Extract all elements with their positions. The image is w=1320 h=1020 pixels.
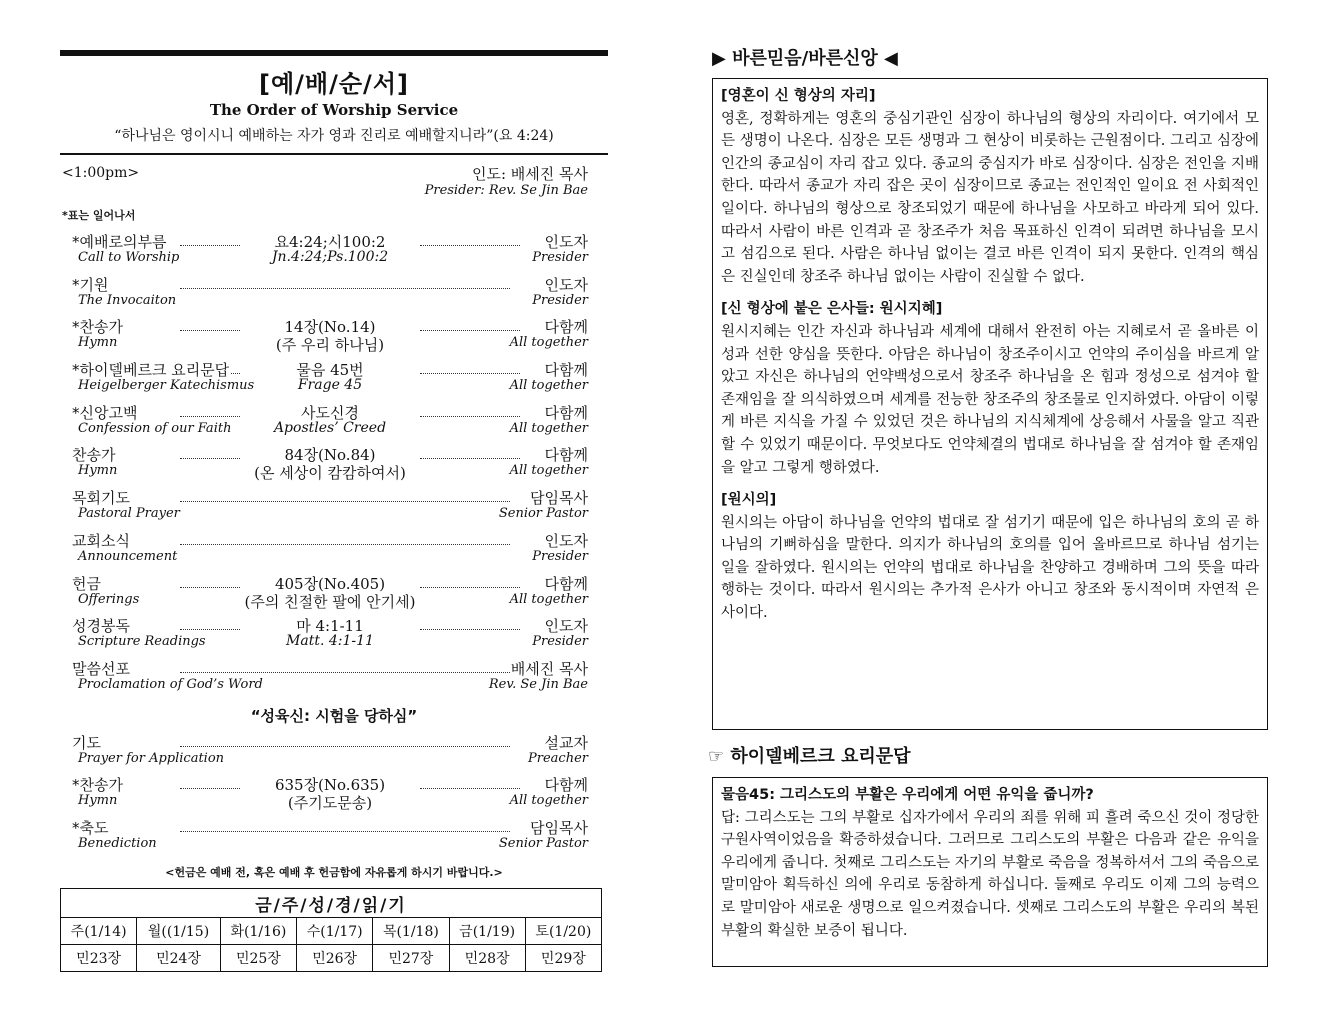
catechism-box <box>712 777 1268 967</box>
item-leader-ko: 인도자 <box>544 233 588 251</box>
item-title-ko: 말씀선포 <box>72 659 130 678</box>
catechism-header: ☞ 하이델베르크 요리문답 <box>708 746 911 767</box>
reading-days-row <box>61 918 602 945</box>
presider-ko: 인도: 배세진 목사 <box>471 165 588 183</box>
offering-note: <헌금은 예배 전, 혹은 예배 후 헌금함에 자유롭게 하시기 바랍니다.> <box>165 865 503 879</box>
worship-item <box>60 615 608 658</box>
item-title-en: Scripture Readings <box>78 634 206 650</box>
worship-item <box>60 774 608 817</box>
leader-dots <box>180 416 240 417</box>
time-row <box>60 163 608 203</box>
item-title-ko: 교회소식 <box>72 531 130 550</box>
spacer <box>721 288 1259 298</box>
service-time: <1:00pm> <box>62 165 140 181</box>
leader-dots <box>180 330 240 331</box>
item-leader-en: Senior Pastor <box>498 835 588 851</box>
item-title-ko: *하이델베르크 요리문답 <box>72 361 230 380</box>
sermon-title: “성육신: 시험을 당하심” <box>250 706 418 725</box>
worship-item <box>60 817 608 860</box>
item-leader-ko: 배세진 목사 <box>510 659 588 678</box>
worship-item <box>60 444 608 487</box>
item-leader-en: All together <box>509 591 588 607</box>
item-title-ko: 찬송가 <box>72 446 116 465</box>
item-leader-en: All together <box>509 420 588 436</box>
worship-item <box>60 316 608 359</box>
item-detail-sub: (주 우리 하나님) <box>275 336 385 355</box>
order-title-ko: [예/배/순/서] <box>259 70 409 98</box>
reading-day: 금(1/19) <box>449 918 525 945</box>
leader-dots <box>180 831 510 832</box>
item-title-ko: *축도 <box>72 818 109 837</box>
leader-dots <box>420 788 520 789</box>
reading-chapter: 민25장 <box>220 945 296 972</box>
item-title-ko: *찬송가 <box>72 776 123 795</box>
item-leader-en: Preacher <box>528 750 588 766</box>
item-detail: 84장(No.84) <box>284 446 376 465</box>
leader-dots <box>420 373 520 374</box>
item-leader-ko: 다함께 <box>544 403 588 422</box>
item-detail: 마 4:1-11 <box>296 617 364 636</box>
worship-item <box>60 402 608 445</box>
item-leader-en: Presider <box>532 634 588 650</box>
top-rule <box>60 50 608 56</box>
item-title-en: Offerings <box>78 591 140 607</box>
leader-dots <box>180 501 510 502</box>
item-detail: 14장(No.14) <box>284 318 376 337</box>
divider <box>60 153 608 155</box>
faith-section-title: [원시의] <box>721 492 777 509</box>
item-detail-sub: Apostles’ Creed <box>273 419 387 436</box>
leader-dots <box>180 544 510 545</box>
faith-header: ▶ 바른믿음/바른신앙 ◀ <box>712 48 898 69</box>
item-title-en: Pastoral Prayer <box>78 506 180 522</box>
leader-dots <box>420 330 520 331</box>
worship-item <box>60 530 608 573</box>
item-detail: 사도신경 <box>301 403 359 422</box>
item-title-en: The Invocaiton <box>78 292 177 308</box>
worship-item <box>60 359 608 402</box>
leader-dots <box>180 746 510 747</box>
worship-item <box>60 231 608 274</box>
presider-en: Presider: Rev. Se Jin Bae <box>424 183 588 198</box>
item-leader-ko: 인도자 <box>544 275 588 294</box>
leader-dots <box>420 245 520 246</box>
faith-box <box>712 78 1268 730</box>
reading-day: 수(1/17) <box>297 918 373 945</box>
order-of-worship <box>60 50 608 880</box>
weekly-reading-table <box>60 888 602 972</box>
item-leader-ko: 설교자 <box>544 733 588 752</box>
reading-chapter: 민23장 <box>61 945 137 972</box>
faith-section-title: [영혼이 신 형상의 자리] <box>721 88 876 104</box>
reading-chapters-row <box>61 945 602 972</box>
spacer <box>721 479 1259 489</box>
faith-section-body: 영혼, 정확하게는 영혼의 중심기관인 심장이 하나님의 형상의 자리이다. 여기에서 모든 생명이 나온다. 심장은 모든 생명과 그 현상이 비롯하는 근원점이다. 그리고 심장에 인간의 종교심이 자리 잡고 있다. 종교의 중심지가 바로 심장이다. 심장은 전인을 지배한다. 따라서 종교가 자리 잡은 곳이 심장이므로 종교는 전인적인 일이요 전 사회적인 일이다. 하나님의 형상으로 창조되었기 때문에 하나님을 사모하고 바라게 되어 있다. 따라서 사람이 바른 인격과 곧 창조주가 처음 목표하신 인격이 되려면 하나님을 모시고 섬김으로 된다. 사람은 하나님 없이는 결코 바른 인격이 되지 못한다. 인격의 핵심은 진실인데 창조주 하나님 없이는 사람이 진실할 수 없다. <box>721 110 1259 285</box>
item-title-en: Hymn <box>78 463 118 479</box>
worship-item <box>60 732 608 775</box>
leader-dots <box>180 458 240 459</box>
worship-item <box>60 658 608 701</box>
item-title-ko: 목회기도 <box>72 489 130 508</box>
item-detail: 요4:24;시100:2 <box>274 233 386 251</box>
item-title-ko: *찬송가 <box>72 318 123 337</box>
worship-item <box>60 573 608 616</box>
item-title-ko: *기원 <box>72 275 109 294</box>
item-leader-ko: 다함께 <box>544 361 588 380</box>
item-leader-ko: 다함께 <box>544 776 588 795</box>
item-leader-ko: 다함께 <box>544 574 588 593</box>
item-title-en: Proclamation of God’s Word <box>78 676 263 692</box>
item-title-en: Benediction <box>78 835 157 851</box>
item-title-en: Heigelberger Katechismus <box>78 378 255 394</box>
reading-chapter: 민29장 <box>525 945 601 972</box>
item-detail-sub: Matt. 4:1-11 <box>286 633 374 650</box>
faith-section-body: 원시지혜는 인간 자신과 하나님과 세계에 대해서 완전히 아는 지혜로서 곧 올바른 이성과 선한 양심을 뜻한다. 아담은 하나님이 창조주이시고 언약의 주이심을 바르게 알았고 자신은 하나님의 언약백성으로서 창조주 하나님을 온 힘과 정성으로 섬겨야 할 존재임을 잘 의식하였으며 세계를 전능한 창조주의 창조물로 인지하였다. 아담이 이렇게 바른 지식을 가질 수 있었던 것은 하나님의 지식체계에 상응해서 사물을 알고 직관할 수 있었기 때문이다. 무엇보다도 언약체결의 법대로 하나님을 잘 섬겨야 할 존재임을 알고 그렇게 행하였다. <box>721 323 1259 476</box>
item-title-en: Prayer for Application <box>78 750 225 766</box>
faith-section-title: [신 형상에 붙은 은사들: 원시지혜] <box>721 301 943 318</box>
item-leader-en: Presider <box>532 250 588 265</box>
item-leader-en: All together <box>509 378 588 394</box>
item-title-ko: 기도 <box>72 733 101 752</box>
reading-day: 화(1/16) <box>220 918 296 945</box>
catechism-answer: 답: 그리스도는 그의 부활로 십자가에서 우리의 죄를 위해 피 흘려 죽으신 것이 정당한 구원사역이었음을 확증하셨습니다. 그러므로 그리스도의 부활은 다음과 같은 유익을 우리에게 줍니다. 첫째로 그리스도는 자기의 부활로 죽음을 정복하셔서 그의 죽음으로 말미암아 획득하신 의에 우리로 동참하게 하십니다. 둘째로 우리도 이제 그의 능력으로 말미암아 새로운 생명으로 일으켜졌습니다. 셋째로 그리스도의 부활은 우리의 복된 부활의 확실한 보증이 됩니다. <box>721 809 1259 939</box>
item-leader-ko: 다함께 <box>544 318 588 337</box>
item-detail: 405장(No.405) <box>274 574 386 593</box>
item-detail-sub: Frage 45 <box>297 377 363 394</box>
standing-note: *표는 일어나서 <box>62 209 136 222</box>
item-leader-en: All together <box>509 793 588 809</box>
item-leader-en: All together <box>509 463 588 479</box>
item-title-ko: 성경봉독 <box>72 617 130 636</box>
item-detail-sub: (주의 친절한 팔에 안기세) <box>244 592 416 611</box>
item-leader-ko: 담임목사 <box>530 489 588 508</box>
item-title-ko: *신앙고백 <box>72 403 138 422</box>
item-leader-en: Rev. Se Jin Bae <box>488 676 588 692</box>
catechism-question: 물음45: 그리스도의 부활은 우리에게 어떤 유익을 줍니까? <box>721 787 1094 803</box>
theme-verse: “하나님은 영이시니 예배하는 자가 영과 진리로 예배할지니라”(요 4:24) <box>114 128 554 144</box>
order-title-en: The Order of Worship Service <box>209 101 459 119</box>
item-leader-ko: 인도자 <box>544 617 588 636</box>
reading-chapter: 민28장 <box>449 945 525 972</box>
leader-dots <box>180 587 240 588</box>
leader-dots <box>420 458 520 459</box>
item-detail: 물음 45번 <box>296 361 364 380</box>
item-title-en: Announcement <box>78 548 178 564</box>
worship-items-after-sermon <box>60 732 608 860</box>
leader-dots <box>180 629 240 630</box>
item-leader-ko: 인도자 <box>544 531 588 550</box>
item-title-ko: 헌금 <box>72 574 101 593</box>
item-detail-sub: (주기도문송) <box>287 794 373 813</box>
leader-dots <box>180 672 510 673</box>
item-title-en: Hymn <box>78 793 118 809</box>
item-title-en: Hymn <box>78 335 118 351</box>
worship-item <box>60 487 608 530</box>
reading-title: 금/주/성/경/읽/기 <box>61 889 602 918</box>
item-leader-ko: 다함께 <box>544 446 588 465</box>
item-leader-en: Presider <box>532 548 588 564</box>
reading-day: 토(1/20) <box>525 918 601 945</box>
reading-day: 주(1/14) <box>61 918 137 945</box>
item-title-ko: *예배로의부름 <box>72 233 167 251</box>
leader-dots <box>420 587 520 588</box>
item-detail-sub: (온 세상이 캄캄하여서) <box>254 464 406 483</box>
reading-chapter: 민27장 <box>373 945 449 972</box>
item-title-en: Call to Worship <box>78 250 180 265</box>
item-leader-en: Senior Pastor <box>498 506 588 522</box>
faith-section-body: 원시의는 아담이 하나님을 언약의 법대로 잘 섬기기 때문에 입은 하나님의 호의 곧 하나님의 기뻐하심을 말한다. 의지가 하나님의 호의를 입어 올바르므로 하나님 섬기는 일을 잘하였다. 원시의는 언약의 법대로 하나님을 찬양하고 경배하며 그의 뜻을 따라 행하는 것이다. 따라서 원시의는 추가적 은사가 아니고 창조와 동시적이며 자연적 은사이다. <box>721 514 1259 622</box>
reading-chapter: 민26장 <box>297 945 373 972</box>
reading-day: 월((1/15) <box>137 918 221 945</box>
leader-dots <box>180 288 510 289</box>
leader-dots <box>180 245 240 246</box>
item-leader-en: Presider <box>532 292 588 308</box>
item-title-en: Confession of our Faith <box>78 420 232 436</box>
leader-dots <box>420 629 520 630</box>
leader-dots <box>420 416 520 417</box>
reading-chapter: 민24장 <box>137 945 221 972</box>
reading-day: 목(1/18) <box>373 918 449 945</box>
worship-items <box>60 231 608 701</box>
item-detail: 635장(No.635) <box>274 776 386 795</box>
item-detail-sub: Jn.4:24;Ps.100:2 <box>271 249 389 265</box>
worship-item <box>60 274 608 317</box>
item-leader-en: All together <box>509 335 588 351</box>
item-leader-ko: 담임목사 <box>530 818 588 837</box>
leader-dots <box>180 788 240 789</box>
